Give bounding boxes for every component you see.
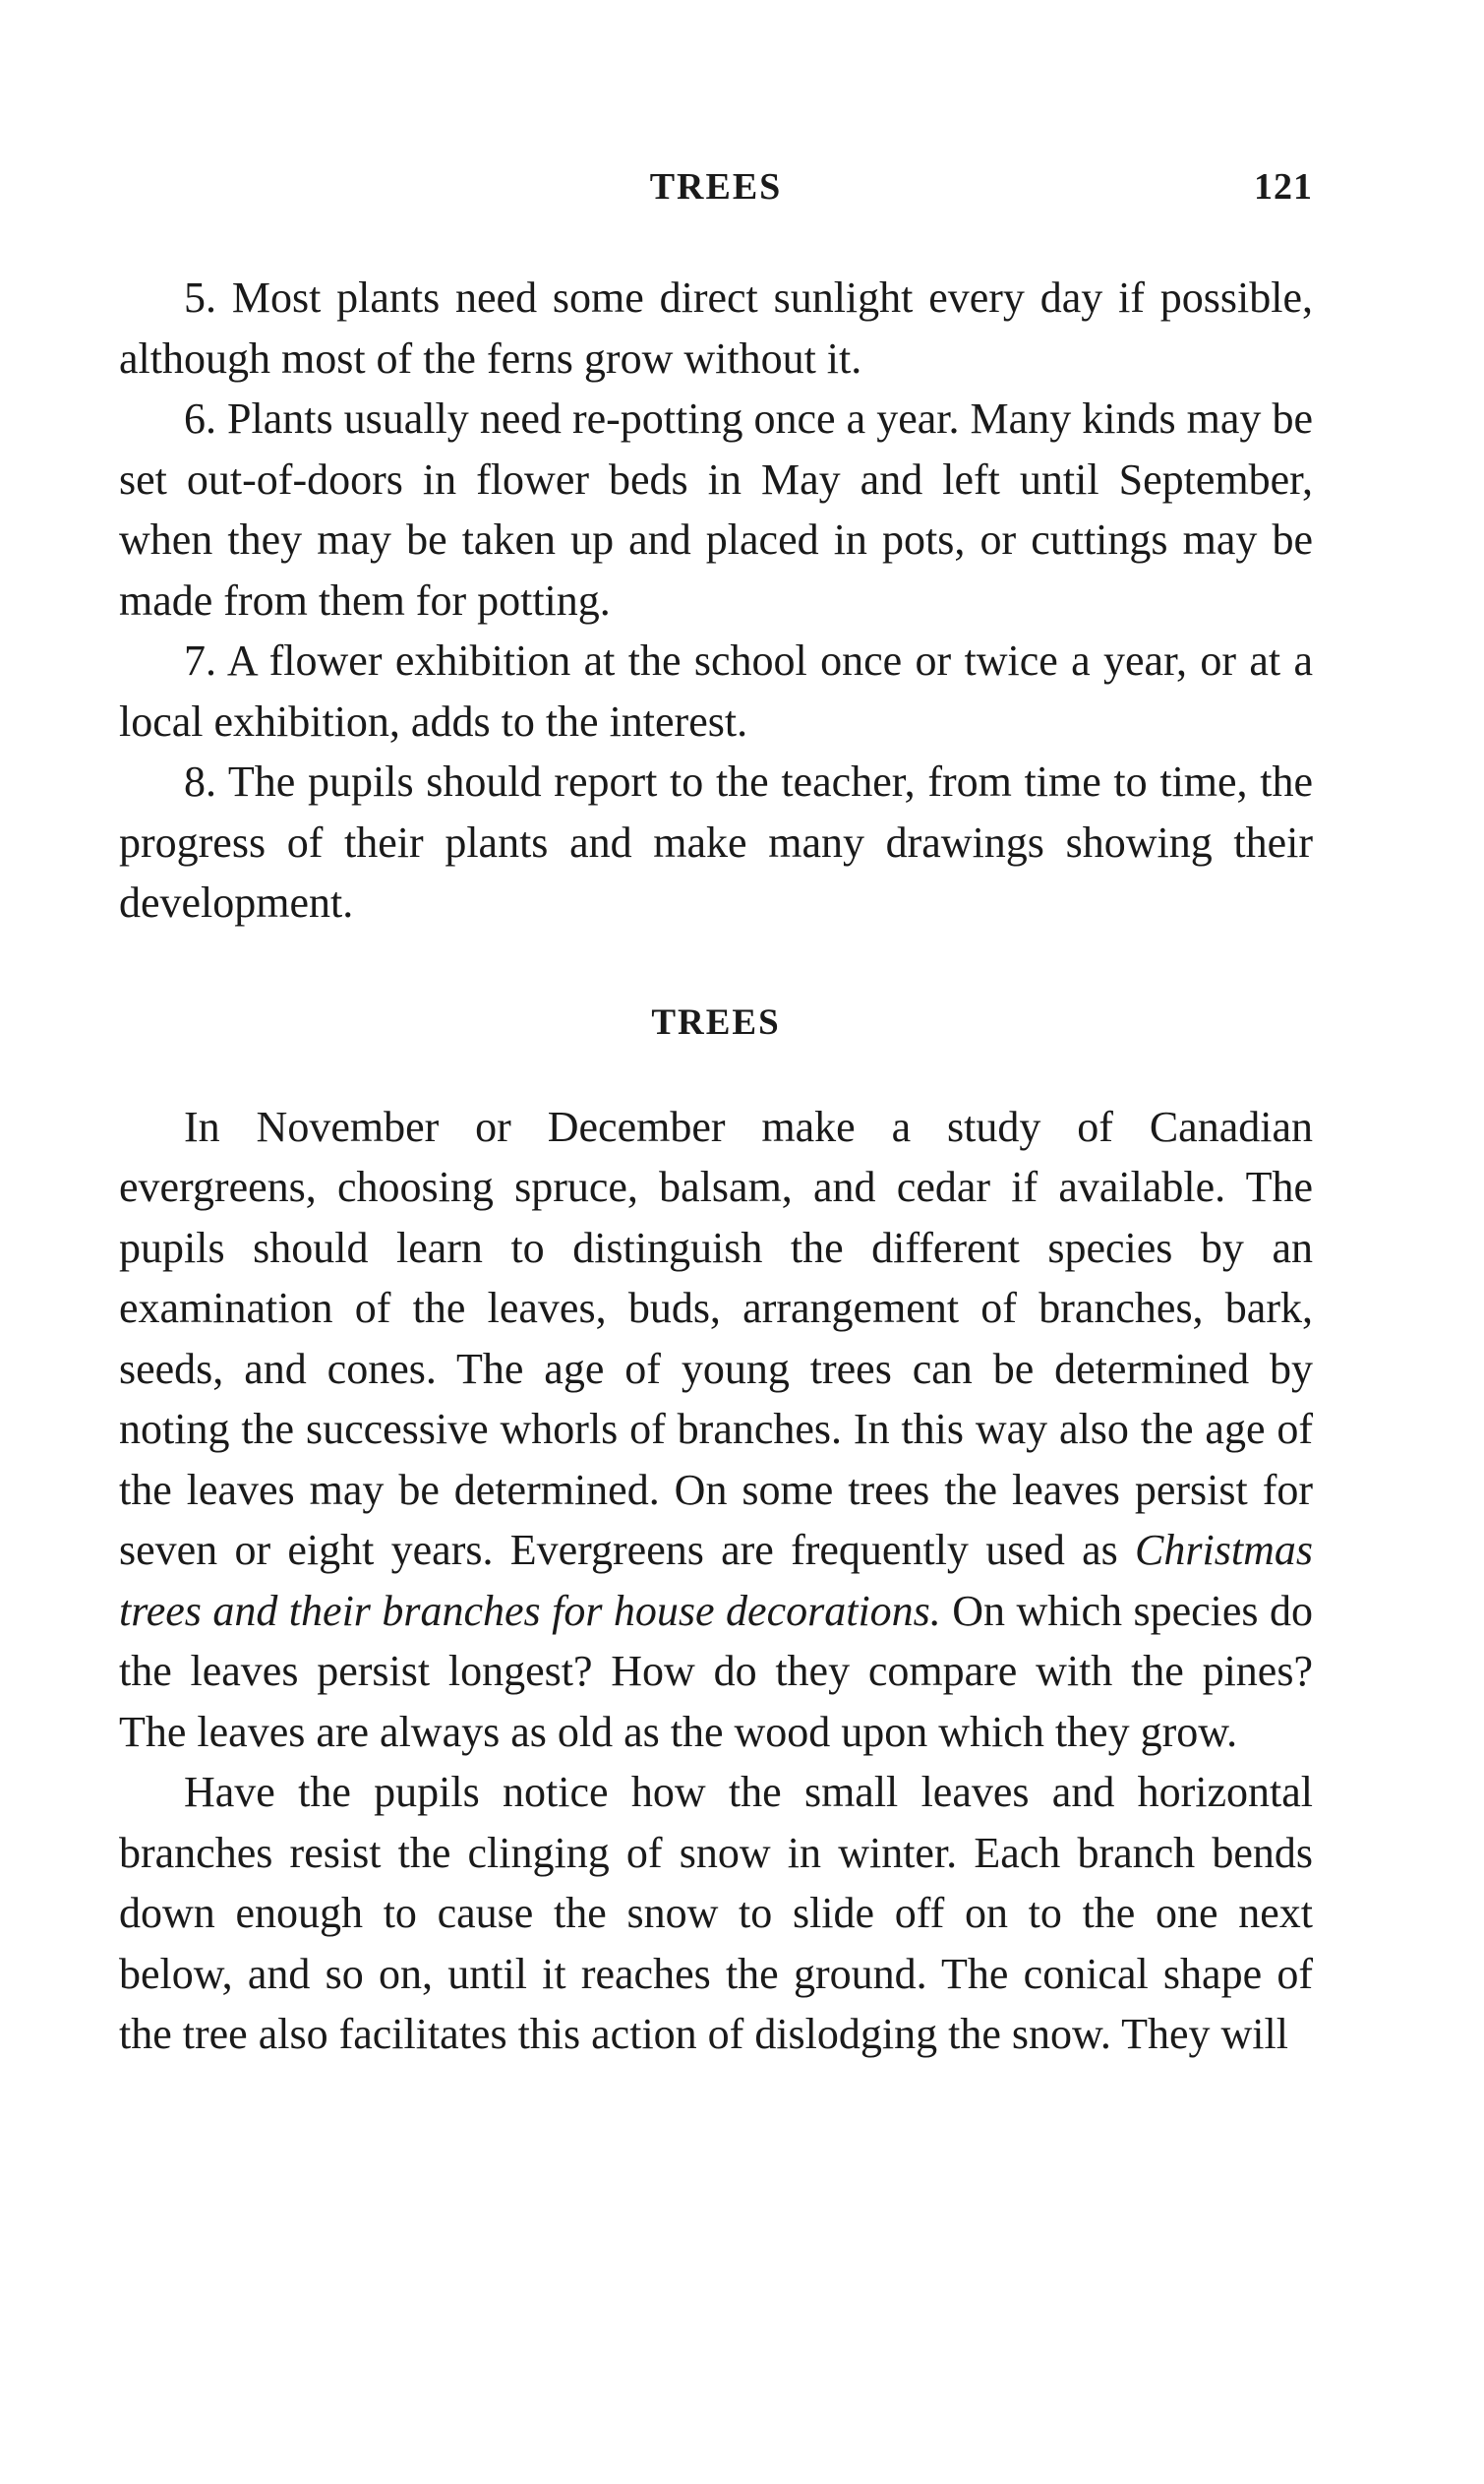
italic-text: Christmas trees and their branches for house decorations. [119,1526,1313,1635]
paragraph-text: In November or December make a study of Canadian evergreens, choosing spruce, balsam, and cedar if available. The pupils should learn to distinguish the different species by an examination of the leaves, buds, arrangement of branches, bark, seeds, and cones. The age of young trees can be determined by noting the successive whorls of branches. In this way also the age of the leaves may be determined. On some trees the leaves persist for seven or eight years. Evergreens are frequently used as [119,1102,1313,1574]
page-number: 121 [1254,166,1313,208]
paragraph-item-8: 8. The pupils should report to the teacher, from time to time, the progress of their plants and make many drawings showing their development. [119,757,1313,927]
paragraph-snow: Have the pupils notice how the small leaves and horizontal branches resist the clinging of snow in winter. Each branch bends down enough to cause the snow to slide off on to the one next below, and so on, until it reaches the ground. The conical shape of the tree also facilitates this action of dislodging the snow. They will [119,1768,1313,2058]
paragraph-evergreens [119,1097,1313,1763]
paragraph-item-5: 5. Most plants need some direct sunlight every day if possible, although most of the ferns grow without it. [119,273,1313,383]
section-heading: TREES [651,1001,781,1043]
paragraph-item-6: 6. Plants usually need re-potting once a year. Many kinds may be set out-of-doors in flower beds in May and left until September, when they may be taken up and placed in pots, or cuttings may be made from them for potting. [119,394,1313,625]
running-title: TREES [649,166,783,208]
running-head [119,165,1313,214]
paragraph-text: On which species do the leaves persist longest? How do they compare with the pines? The leaves are always as old as the wood upon which they grow. [119,1586,1313,1756]
paragraph-item-7: 7. A flower exhibition at the school once or twice a year, or at a local exhibition, adds to the interest. [119,636,1313,746]
body-text [119,268,1313,2065]
